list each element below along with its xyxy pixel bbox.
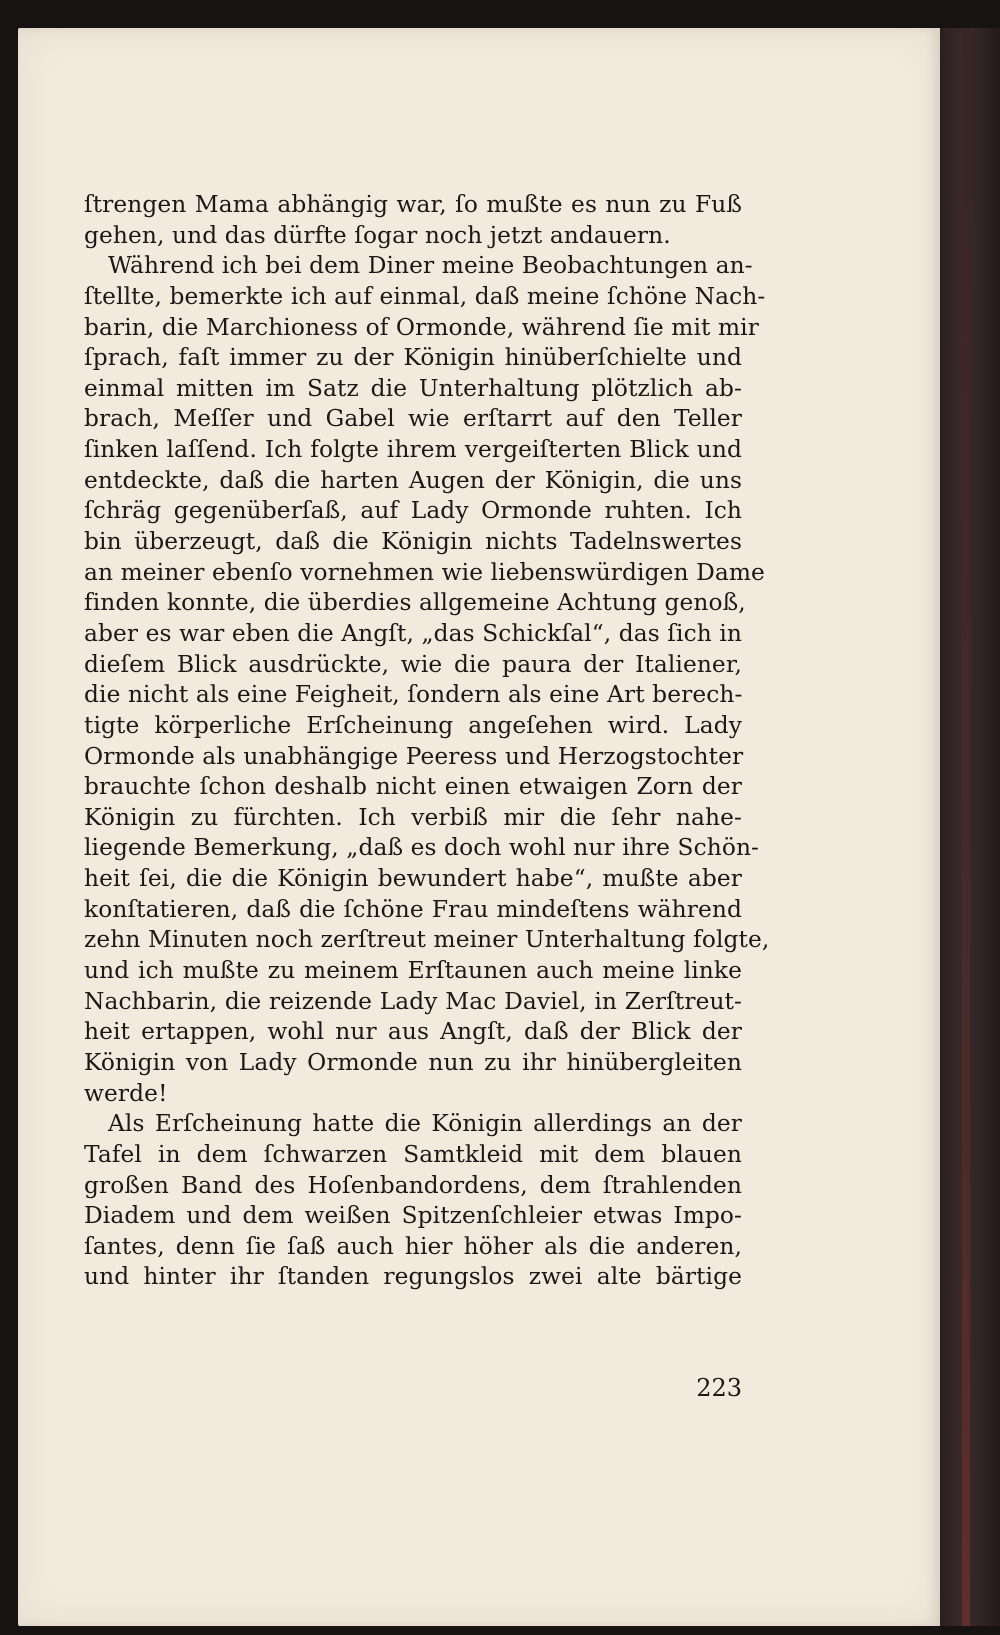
text-line: und hinter ihr ſtanden regungslos zwei alte bärtige <box>84 1263 742 1291</box>
page-text-block <box>84 190 770 1293</box>
text-line: brauchte ſchon deshalb nicht einen etwaigen Zorn der <box>84 773 742 801</box>
text-line: heit ertappen, wohl nur aus Angſt, daß der Blick der <box>84 1018 742 1046</box>
text-line: werde! <box>84 1079 168 1107</box>
text-line: ſantes, denn ſie ſaß auch hier höher als die anderen, <box>84 1232 742 1260</box>
text-line: einmal mitten im Satz die Unterhaltung plötzlich ab- <box>84 374 742 402</box>
text-line: gehen, und das dürfte ſogar noch jetzt andauern. <box>84 221 671 249</box>
text-line: liegende Bemerkung, „daß es doch wohl nur ihre Schön- <box>84 834 760 862</box>
text-line: finden konnte, die überdies allgemeine Achtung genoß, <box>84 589 746 617</box>
text-line: Als Erſcheinung hatte die Königin allerdings an der <box>108 1110 742 1138</box>
text-line: ſtellte, bemerkte ich auf einmal, daß meine ſchöne Nach- <box>84 282 766 310</box>
text-line: heit ſei, die die Königin bewundert habe“, mußte aber <box>84 865 742 893</box>
text-line: bin überzeugt, daß die Königin nichts Tadelnswertes <box>84 528 742 556</box>
text-line: zehn Minuten noch zerſtreut meiner Unterhaltung folgte, <box>84 926 770 954</box>
text-line: die nicht als eine Feigheit, ſondern als eine Art berech- <box>84 681 743 709</box>
book-spine-edge <box>940 28 1000 1626</box>
text-line: Ormonde als unabhängige Peeress und Herzogstochter <box>84 742 744 770</box>
text-line: Tafel in dem ſchwarzen Samtkleid mit dem blauen <box>84 1140 742 1168</box>
text-line: Diadem und dem weißen Spitzenſchleier etwas Impo- <box>84 1202 742 1230</box>
text-line: ſinken laſſend. Ich folgte ihrem vergeiſterten Blick und <box>84 436 742 464</box>
text-line: ſprach, faſt immer zu der Königin hinüberſchielte und <box>84 344 742 372</box>
text-line: Nachbarin, die reizende Lady Mac Daviel, in Zerſtreut- <box>84 987 742 1015</box>
text-line: und ich mußte zu meinem Erſtaunen auch meine linke <box>84 957 742 985</box>
page-number: 223 <box>696 1374 742 1402</box>
text-line: konſtatieren, daß die ſchöne Frau mindeſtens während <box>84 895 742 923</box>
text-line: tigte körperliche Erſcheinung angeſehen wird. Lady <box>84 711 742 739</box>
text-line: entdeckte, daß die harten Augen der Königin, die uns <box>84 466 742 494</box>
text-line: barin, die Marchioness of Ormonde, während ſie mit mir <box>84 313 759 341</box>
text-line: an meiner ebenſo vornehmen wie liebenswürdigen Dame <box>84 558 765 586</box>
text-line: großen Band des Hoſenbandordens, dem ſtrahlenden <box>84 1171 742 1199</box>
text-line: ſchräg gegenüberſaß, auf Lady Ormonde ruhten. Ich <box>84 497 742 525</box>
text-line: brach, Meſſer und Gabel wie erſtarrt auf den Teller <box>84 405 742 433</box>
text-line: dieſem Blick ausdrückte, wie die paura der Italiener, <box>84 650 742 678</box>
text-line: Königin zu fürchten. Ich verbiß mir die ſehr nahe- <box>84 803 742 831</box>
text-line: aber es war eben die Angſt, „das Schickſal“, das ſich in <box>84 619 742 647</box>
text-line: ſtrengen Mama abhängig war, ſo mußte es nun zu Fuß <box>84 191 742 218</box>
text-line: Während ich bei dem Diner meine Beobachtungen an- <box>108 252 753 280</box>
text-line: Königin von Lady Ormonde nun zu ihr hinübergleiten <box>84 1048 742 1076</box>
